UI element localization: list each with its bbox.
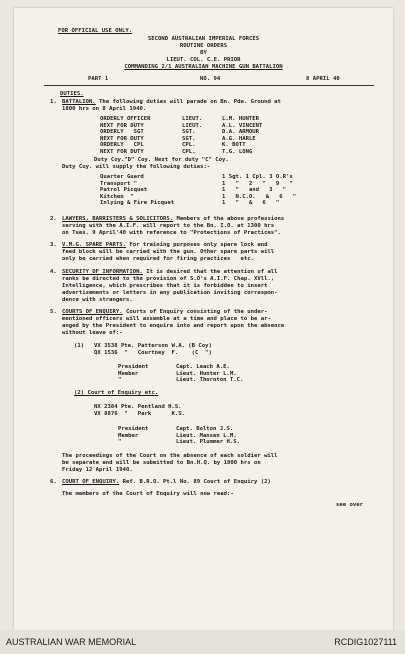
archive-footer xyxy=(0,630,405,654)
footer-id: RCDIG1027111 xyxy=(334,637,397,647)
header-line-2: ROUTINE ORDERS xyxy=(179,43,228,49)
duty-row: ORDERLY OFFICER LIEUT. L.M. HUNTER xyxy=(100,116,260,122)
court-row: Member Lieut. Mansen L.M. xyxy=(118,432,237,439)
order-date: 8 APRIL 40 xyxy=(306,76,340,82)
court-row: President Capt. Bolton J.S. xyxy=(118,426,234,432)
sub-1-soldier: QX 1536 " Courtney F. (C ") xyxy=(94,350,212,356)
item-6-number: 6. xyxy=(50,479,57,485)
header-line-3: BY xyxy=(200,50,207,56)
duty-row: NEXT FOR DUTY CPL. T.G. LONG xyxy=(100,148,253,155)
duty-row: ORDERLY CPL CPL. K. BOTT xyxy=(100,142,246,149)
item-4-number: 4. xyxy=(50,269,57,275)
duty-supply-line: Duty Coy. will supply the following duties:- xyxy=(62,164,211,170)
item-2-number: 2. xyxy=(50,216,57,222)
duty-row: ORDERLY SGT SGT. D.A. ARMOUR xyxy=(100,129,260,136)
item-1-line-2: 1800 hrs on 8 April 1940. xyxy=(62,106,147,112)
item-4-text: SECURITY OF INFORMATION. It is desired that the attention of all xyxy=(62,269,278,275)
item-4-line-2: ranks be directed to the provision of S.O's A.I.F. Chap. XVll., xyxy=(62,276,275,282)
document-page xyxy=(14,8,393,630)
item-5-text: COURTS OF ENQUIRY. Courts of Enquiry consisting of the under- xyxy=(62,309,268,315)
item-2-text: LAWYERS, BARRISTERS & SOLICITORS. Members of the above professions xyxy=(62,216,285,222)
guard-row: Kitchen " 1 N.C.O. & 6 " xyxy=(100,193,297,200)
item-3-number: 3. xyxy=(50,242,57,248)
court-row: " Lieut. Plummer H.S. xyxy=(118,439,240,446)
sub-1-soldier: VX 3538 Pte. Patterson W.A. (B Coy) xyxy=(94,343,212,349)
item-5-line-4: without leave of:- xyxy=(62,330,123,336)
court-1-table xyxy=(118,364,243,384)
item-4-line-4: advertisements or letters in any publication inviting correspon- xyxy=(62,290,278,296)
item-3-line-2: feed block will be carried with the gun. Other spare parts will xyxy=(62,249,275,255)
court-2-table xyxy=(118,426,240,446)
duty-row: NEXT FOR DUTY SGT. A.G. HARLE xyxy=(100,135,256,142)
item-3-line-3: only be carried when required for firing practices etc. xyxy=(62,256,254,262)
court-row: " Lieut. Thornton T.C. xyxy=(118,377,244,384)
header-divider xyxy=(44,85,374,86)
guard-row: Transport " 1 " 2 " 9 " xyxy=(100,180,293,187)
footer-source: AUSTRALIAN WAR MEMORIAL xyxy=(6,637,137,647)
order-number: NO. 94 xyxy=(200,76,221,82)
guard-row: Patrol Picquet 1 " and 3 " xyxy=(100,187,286,194)
item-5-closing-3: Friday 12 April 1940. xyxy=(62,467,133,473)
item-5-line-3: anged by the President to enquire into and report upon the absence xyxy=(62,323,285,329)
guard-row: Inlying & Fire Picquet 1 " & 6 " xyxy=(100,200,280,207)
official-use-label: FOR OFFICIAL USE ONLY. xyxy=(58,28,133,34)
guard-row: Quarter Guard 1 Sgt. 1 Cpl. 3 O.R's xyxy=(100,174,293,180)
item-2-line-3: on Tues. 9 April'40 with reference to "Protections of Practices". xyxy=(62,230,281,236)
part-label: PART 1 xyxy=(88,76,109,82)
item-2-line-2: serving with the A.I.F. will report to the Bn. I.O. at 1300 hrs xyxy=(62,223,275,229)
sub-2-soldier: VX 8876 " Park K.S. xyxy=(94,411,185,417)
header-line-5: COMMANDING 2/1 AUSTRALIAN MACHINE GUN BATTALION xyxy=(124,64,283,70)
item-3-text: V.M.G. SPARE PARTS. For training purposes only spare lock and xyxy=(62,242,268,248)
sub-1-label: (1) xyxy=(74,343,85,349)
item-6-text: COURT OF ENQUIRY. Ref. B.R.O. Pt.l No. 89 Court of Enquiry (2) xyxy=(62,479,271,485)
sub-2-title: (2) Court of Enquiry etc. xyxy=(74,390,159,396)
court-row: Member Lieut. Hunter L.M. xyxy=(118,370,237,377)
item-5-line-2: mentioned officers will assemble at a time and place to be ar- xyxy=(62,316,271,322)
item-5-closing-2: be separate and will be submitted to Bn.H.Q. by 1800 hrs on xyxy=(62,460,261,466)
court-row: President Capt. Leach A.E. xyxy=(118,364,230,370)
item-5-number: 5. xyxy=(50,309,57,315)
header-line-1: SECOND AUSTRALIAN IMPERIAL FORCES xyxy=(147,36,260,42)
header-line-4: LIEUT. COL. C.E. PRIOR xyxy=(166,57,241,63)
duty-coy-line: Duty Coy."D" Coy. Next for duty "C" Coy. xyxy=(94,157,229,163)
item-1-number: 1. xyxy=(50,99,57,105)
duties-heading: DUTIES. xyxy=(60,91,84,97)
duty-row: NEXT FOR DUTY LIEUT. A.L. VINCENT xyxy=(100,122,263,129)
item-5-closing-1: The proceedings of the Court on the absence of each soldier will xyxy=(62,453,278,459)
item-1-text: BATTALION. The following duties will parade on Bn. Pde. Ground at xyxy=(62,99,281,105)
see-over-note: see over xyxy=(336,502,363,508)
duty-table xyxy=(100,116,262,156)
item-6-line-2: The members of the Court of Enquiry will now read:- xyxy=(62,491,234,497)
sub-2-soldier: NX 2384 Pte. Pentland H.S. xyxy=(94,404,182,410)
item-4-line-3: Intelligence, which prescribes that it is forbidden to insert xyxy=(62,283,268,289)
guard-table xyxy=(100,174,296,207)
item-4-line-5: dence with strangers. xyxy=(62,297,133,303)
